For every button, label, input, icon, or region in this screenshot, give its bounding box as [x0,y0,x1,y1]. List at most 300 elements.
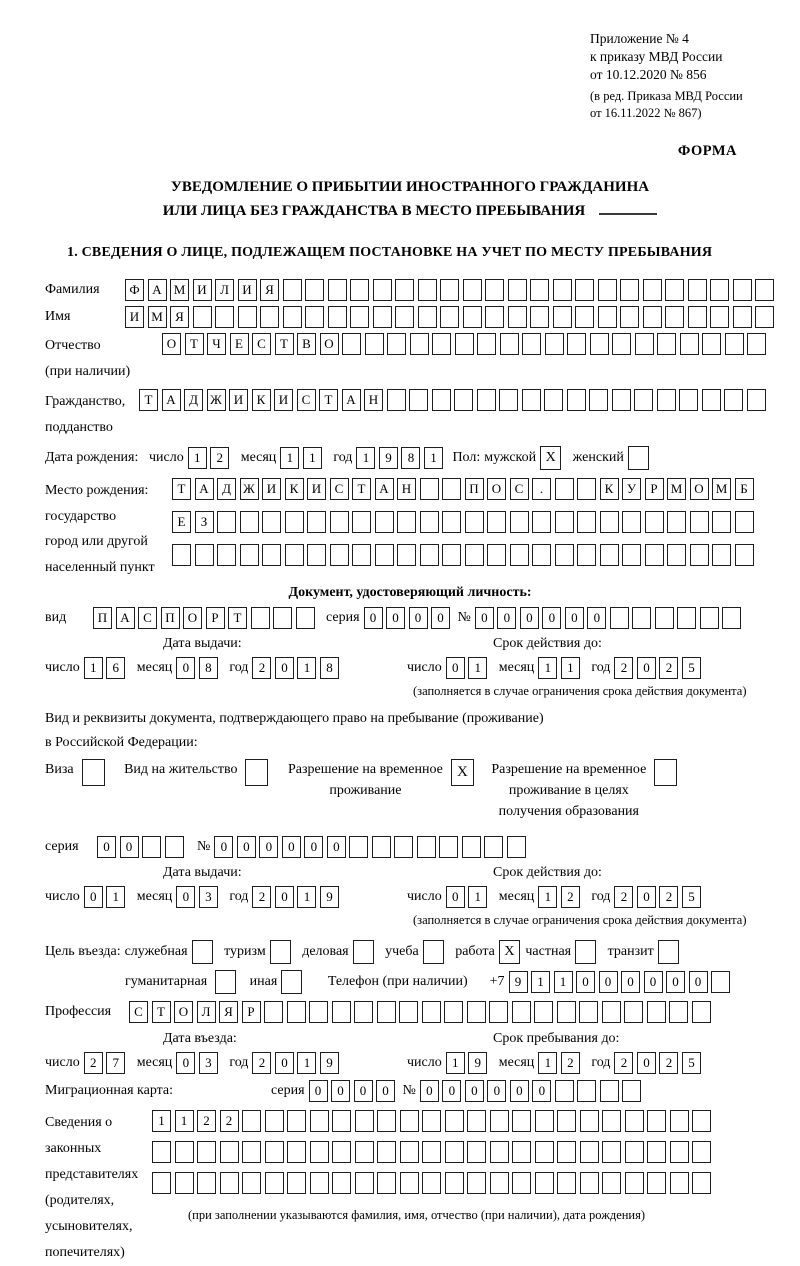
char-box[interactable] [522,333,541,355]
char-box[interactable] [634,389,653,411]
char-box[interactable] [195,544,214,566]
char-box[interactable]: 8 [401,447,420,469]
char-box[interactable] [387,333,406,355]
char-box[interactable] [285,511,304,533]
char-box[interactable] [242,1110,261,1132]
char-box[interactable] [283,279,302,301]
char-box[interactable] [172,544,191,566]
char-box[interactable] [220,1141,239,1163]
char-box[interactable] [655,607,674,629]
char-box[interactable] [535,1110,554,1132]
char-box[interactable] [175,1172,194,1194]
char-box[interactable]: X [540,446,561,470]
char-box[interactable]: 0 [446,886,465,908]
char-box[interactable] [375,544,394,566]
char-box[interactable] [350,306,369,328]
char-box[interactable] [442,544,461,566]
char-box[interactable] [555,511,574,533]
char-box[interactable]: 2 [659,657,678,679]
char-box[interactable] [422,1001,441,1023]
char-box[interactable]: Н [364,389,383,411]
char-box[interactable] [553,306,572,328]
char-box[interactable] [328,306,347,328]
char-box[interactable]: Р [645,478,664,500]
char-box[interactable]: 0 [587,607,606,629]
char-box[interactable] [251,607,270,629]
char-box[interactable] [622,1080,641,1102]
char-box[interactable] [555,544,574,566]
char-box[interactable]: О [320,333,339,355]
char-box[interactable] [265,1110,284,1132]
char-box[interactable] [530,306,549,328]
char-box[interactable]: 0 [386,607,405,629]
char-box[interactable] [635,333,654,355]
char-box[interactable] [355,1141,374,1163]
char-box[interactable] [600,511,619,533]
char-box[interactable]: 0 [237,836,256,858]
char-box[interactable] [270,940,291,964]
char-box[interactable]: Т [152,1001,171,1023]
char-box[interactable] [287,1110,306,1132]
char-box[interactable]: 2 [252,886,271,908]
char-box[interactable] [665,279,684,301]
char-box[interactable]: 1 [554,971,573,993]
char-box[interactable]: 0 [637,1052,656,1074]
char-box[interactable] [733,306,752,328]
char-box[interactable]: X [451,759,474,786]
char-box[interactable] [395,306,414,328]
char-box[interactable]: . [532,478,551,500]
char-box[interactable]: И [229,389,248,411]
char-box[interactable]: 0 [354,1080,373,1102]
char-box[interactable]: 1 [84,657,103,679]
char-box[interactable]: 1 [297,657,316,679]
char-box[interactable] [612,389,631,411]
char-box[interactable] [287,1141,306,1163]
char-box[interactable]: 9 [509,971,528,993]
char-box[interactable]: 2 [252,1052,271,1074]
char-box[interactable] [440,279,459,301]
char-box[interactable]: 2 [561,886,580,908]
char-box[interactable] [512,1141,531,1163]
char-box[interactable] [643,279,662,301]
char-box[interactable] [602,1001,621,1023]
char-box[interactable]: 0 [176,657,195,679]
char-box[interactable]: 0 [309,1080,328,1102]
char-box[interactable]: 0 [532,1080,551,1102]
char-box[interactable] [657,333,676,355]
char-box[interactable] [490,1172,509,1194]
char-box[interactable] [372,836,391,858]
char-box[interactable] [465,544,484,566]
char-box[interactable]: 1 [188,447,207,469]
char-box[interactable]: 1 [152,1110,171,1132]
char-box[interactable] [417,836,436,858]
char-box[interactable] [422,1172,441,1194]
char-box[interactable] [283,306,302,328]
char-box[interactable] [577,1080,596,1102]
char-box[interactable] [580,1141,599,1163]
char-box[interactable]: 7 [106,1052,125,1074]
char-box[interactable]: К [252,389,271,411]
char-box[interactable]: О [690,478,709,500]
char-box[interactable] [508,279,527,301]
char-box[interactable] [700,607,719,629]
char-box[interactable] [265,1141,284,1163]
char-box[interactable]: 0 [304,836,323,858]
char-box[interactable] [557,1141,576,1163]
char-box[interactable]: 2 [210,447,229,469]
char-box[interactable]: 0 [475,607,494,629]
char-box[interactable] [579,1001,598,1023]
char-box[interactable]: 0 [465,1080,484,1102]
char-box[interactable]: 2 [197,1110,216,1132]
char-box[interactable] [620,306,639,328]
char-box[interactable] [287,1001,306,1023]
char-box[interactable]: 1 [538,657,557,679]
char-box[interactable]: 0 [637,657,656,679]
char-box[interactable] [680,333,699,355]
char-box[interactable] [264,1001,283,1023]
char-box[interactable] [553,279,572,301]
char-box[interactable]: И [262,478,281,500]
char-box[interactable] [342,333,361,355]
char-box[interactable] [445,1172,464,1194]
char-box[interactable]: 0 [644,971,663,993]
char-box[interactable]: П [93,607,112,629]
char-box[interactable] [532,544,551,566]
char-box[interactable] [242,1172,261,1194]
char-box[interactable]: 0 [214,836,233,858]
char-box[interactable]: 0 [84,886,103,908]
char-box[interactable]: 0 [331,1080,350,1102]
char-box[interactable]: 0 [275,1052,294,1074]
char-box[interactable] [377,1172,396,1194]
char-box[interactable]: 2 [659,886,678,908]
char-box[interactable] [602,1172,621,1194]
char-box[interactable]: Т [172,478,191,500]
char-box[interactable]: 1 [538,886,557,908]
char-box[interactable] [690,511,709,533]
char-box[interactable] [307,511,326,533]
char-box[interactable] [349,836,368,858]
char-box[interactable] [657,389,676,411]
char-box[interactable]: 2 [614,657,633,679]
char-box[interactable] [625,1110,644,1132]
char-box[interactable] [332,1001,351,1023]
char-box[interactable]: 1 [280,447,299,469]
char-box[interactable] [557,1110,576,1132]
char-box[interactable] [688,306,707,328]
char-box[interactable] [240,511,259,533]
char-box[interactable] [332,1110,351,1132]
char-box[interactable] [397,544,416,566]
char-box[interactable]: А [342,389,361,411]
char-box[interactable] [489,1001,508,1023]
char-box[interactable]: А [195,478,214,500]
char-box[interactable] [432,389,451,411]
char-box[interactable] [215,306,234,328]
char-box[interactable] [602,1110,621,1132]
char-box[interactable]: 1 [446,1052,465,1074]
char-box[interactable] [310,1141,329,1163]
char-box[interactable] [669,1001,688,1023]
char-box[interactable] [643,306,662,328]
char-box[interactable]: 1 [356,447,375,469]
char-box[interactable] [409,389,428,411]
char-box[interactable] [377,1001,396,1023]
char-box[interactable] [544,389,563,411]
char-box[interactable] [445,1141,464,1163]
char-box[interactable]: 0 [327,836,346,858]
char-box[interactable]: О [174,1001,193,1023]
char-box[interactable] [442,511,461,533]
char-box[interactable]: 1 [106,886,125,908]
char-box[interactable] [352,511,371,533]
char-box[interactable] [530,279,549,301]
char-box[interactable]: М [170,279,189,301]
char-box[interactable]: 0 [520,607,539,629]
char-box[interactable]: В [297,333,316,355]
char-box[interactable] [467,1001,486,1023]
char-box[interactable] [598,306,617,328]
char-box[interactable]: Л [215,279,234,301]
char-box[interactable]: Н [397,478,416,500]
char-box[interactable] [485,306,504,328]
char-box[interactable]: Т [352,478,371,500]
char-box[interactable] [667,544,686,566]
char-box[interactable]: Т [185,333,204,355]
char-box[interactable] [512,1172,531,1194]
char-box[interactable] [622,544,641,566]
char-box[interactable] [690,544,709,566]
char-box[interactable] [692,1172,711,1194]
char-box[interactable]: И [125,306,144,328]
char-box[interactable] [557,1172,576,1194]
char-box[interactable] [647,1001,666,1023]
char-box[interactable] [285,544,304,566]
char-box[interactable] [394,836,413,858]
char-box[interactable] [377,1141,396,1163]
char-box[interactable] [420,511,439,533]
char-box[interactable]: 0 [565,607,584,629]
char-box[interactable]: 5 [682,1052,701,1074]
char-box[interactable] [733,279,752,301]
char-box[interactable] [305,306,324,328]
char-box[interactable]: 0 [376,1080,395,1102]
char-box[interactable] [500,333,519,355]
char-box[interactable]: С [252,333,271,355]
char-box[interactable]: Ф [125,279,144,301]
char-box[interactable] [422,1141,441,1163]
char-box[interactable] [747,333,766,355]
char-box[interactable]: А [162,389,181,411]
char-box[interactable]: Д [184,389,203,411]
char-box[interactable] [670,1141,689,1163]
char-box[interactable] [365,333,384,355]
char-box[interactable] [510,544,529,566]
char-box[interactable]: Ч [207,333,226,355]
char-box[interactable]: 0 [621,971,640,993]
char-box[interactable] [622,511,641,533]
char-box[interactable] [598,279,617,301]
char-box[interactable] [423,940,444,964]
char-box[interactable]: С [297,389,316,411]
char-box[interactable]: Р [206,607,225,629]
char-box[interactable] [688,279,707,301]
char-box[interactable]: Т [228,607,247,629]
char-box[interactable] [262,544,281,566]
char-box[interactable]: М [712,478,731,500]
char-box[interactable]: 0 [431,607,450,629]
char-box[interactable]: 9 [320,1052,339,1074]
char-box[interactable]: 1 [531,971,550,993]
char-box[interactable]: Ж [207,389,226,411]
char-box[interactable] [645,544,664,566]
char-box[interactable] [512,1001,531,1023]
char-box[interactable]: 0 [120,836,139,858]
char-box[interactable] [477,389,496,411]
char-box[interactable]: 3 [199,1052,218,1074]
char-box[interactable] [82,759,105,786]
char-box[interactable] [193,306,212,328]
char-box[interactable] [612,333,631,355]
char-box[interactable] [296,607,315,629]
char-box[interactable]: Б [735,478,754,500]
char-box[interactable] [238,306,257,328]
char-box[interactable] [175,1141,194,1163]
char-box[interactable] [422,1110,441,1132]
char-box[interactable] [577,478,596,500]
char-box[interactable] [508,306,527,328]
char-box[interactable]: 0 [282,836,301,858]
char-box[interactable] [152,1141,171,1163]
char-box[interactable] [755,306,774,328]
char-box[interactable]: Т [139,389,158,411]
char-box[interactable]: 2 [614,886,633,908]
char-box[interactable] [395,279,414,301]
char-box[interactable] [710,279,729,301]
char-box[interactable]: К [600,478,619,500]
char-box[interactable]: С [138,607,157,629]
char-box[interactable] [535,1172,554,1194]
char-box[interactable] [667,511,686,533]
char-box[interactable] [350,279,369,301]
char-box[interactable]: С [129,1001,148,1023]
char-box[interactable]: X [499,940,520,964]
char-box[interactable] [418,306,437,328]
char-box[interactable] [197,1172,216,1194]
char-box[interactable] [600,1080,619,1102]
char-box[interactable]: Е [230,333,249,355]
char-box[interactable]: 1 [468,886,487,908]
char-box[interactable] [484,836,503,858]
char-box[interactable] [420,478,439,500]
char-box[interactable]: 0 [176,1052,195,1074]
char-box[interactable]: А [116,607,135,629]
char-box[interactable] [418,279,437,301]
char-box[interactable]: 0 [599,971,618,993]
char-box[interactable] [262,511,281,533]
char-box[interactable]: 0 [497,607,516,629]
char-box[interactable]: Л [197,1001,216,1023]
char-box[interactable] [330,544,349,566]
char-box[interactable] [439,836,458,858]
char-box[interactable]: 3 [199,886,218,908]
char-box[interactable] [245,759,268,786]
char-box[interactable] [575,306,594,328]
char-box[interactable]: Т [275,333,294,355]
char-box[interactable] [454,389,473,411]
char-box[interactable] [702,333,721,355]
char-box[interactable] [373,279,392,301]
char-box[interactable]: 2 [252,657,271,679]
char-box[interactable]: 9 [379,447,398,469]
char-box[interactable] [442,478,461,500]
char-box[interactable] [310,1110,329,1132]
char-box[interactable] [670,1172,689,1194]
char-box[interactable] [281,970,302,994]
char-box[interactable]: Т [319,389,338,411]
char-box[interactable]: 0 [446,657,465,679]
char-box[interactable] [490,1141,509,1163]
char-box[interactable] [220,1172,239,1194]
char-box[interactable] [580,1110,599,1132]
char-box[interactable]: 0 [259,836,278,858]
char-box[interactable] [535,1141,554,1163]
char-box[interactable] [645,511,664,533]
char-box[interactable] [444,1001,463,1023]
char-box[interactable] [217,511,236,533]
char-box[interactable] [463,279,482,301]
char-box[interactable] [197,1141,216,1163]
char-box[interactable]: С [330,478,349,500]
char-box[interactable] [628,446,649,470]
char-box[interactable] [647,1141,666,1163]
char-box[interactable] [665,306,684,328]
char-box[interactable]: И [307,478,326,500]
char-box[interactable]: 2 [614,1052,633,1074]
char-box[interactable] [375,511,394,533]
char-box[interactable] [332,1172,351,1194]
char-box[interactable] [575,279,594,301]
char-box[interactable] [352,544,371,566]
char-box[interactable]: 0 [666,971,685,993]
char-box[interactable] [287,1172,306,1194]
char-box[interactable]: 1 [297,886,316,908]
char-box[interactable] [620,279,639,301]
char-box[interactable] [462,836,481,858]
char-box[interactable] [242,1141,261,1163]
char-box[interactable]: 0 [97,836,116,858]
char-box[interactable]: 9 [320,886,339,908]
char-box[interactable] [387,389,406,411]
char-box[interactable] [507,836,526,858]
char-box[interactable]: 1 [175,1110,194,1132]
char-box[interactable]: Я [219,1001,238,1023]
char-box[interactable] [397,511,416,533]
char-box[interactable] [215,970,236,994]
char-box[interactable]: 2 [220,1110,239,1132]
char-box[interactable] [647,1110,666,1132]
char-box[interactable] [545,333,564,355]
char-box[interactable]: О [487,478,506,500]
char-box[interactable]: Е [172,511,191,533]
char-box[interactable] [309,1001,328,1023]
char-box[interactable] [355,1172,374,1194]
char-box[interactable] [310,1172,329,1194]
char-box[interactable] [260,306,279,328]
